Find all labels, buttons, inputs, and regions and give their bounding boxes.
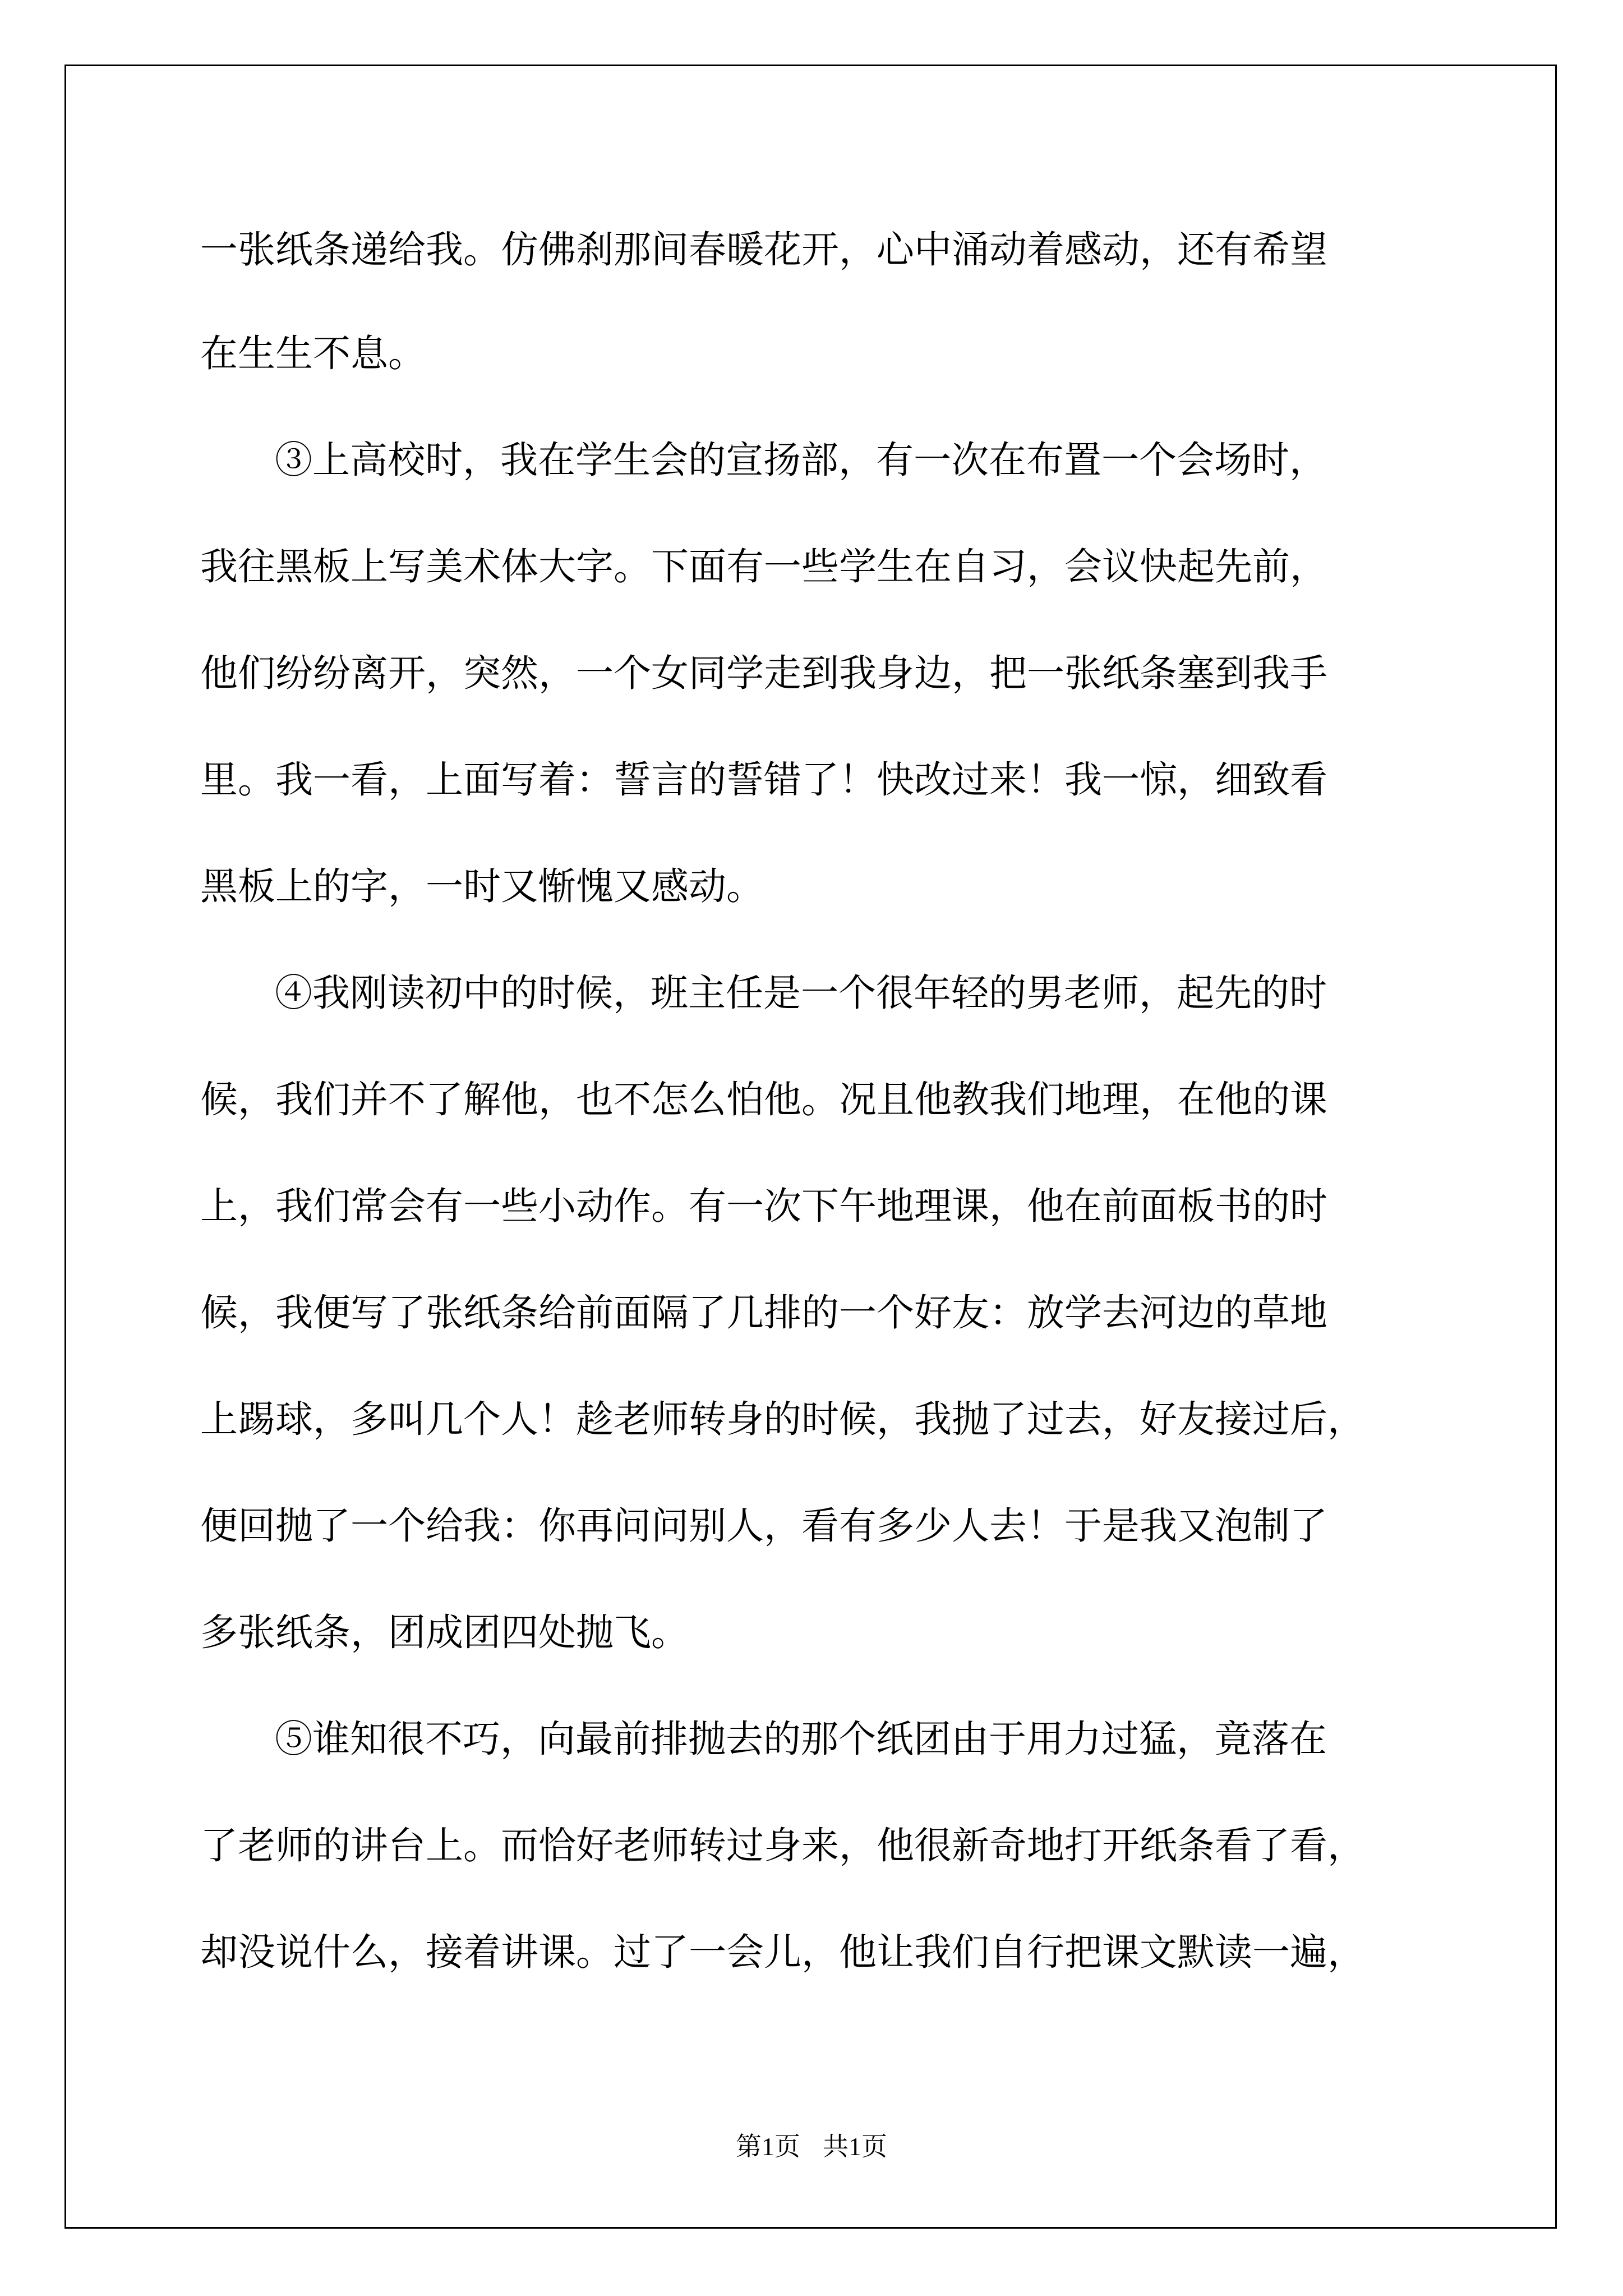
- text-line: 他们纷纷离开，突然，一个女同学走到我身边，把一张纸条塞到我手: [200, 651, 1327, 695]
- text-line: 多张纸条，团成团四处抛飞。: [200, 1611, 689, 1654]
- text-line: 里。我一看，上面写着：誓言的誓错了！快改过来！我一惊，细致看: [200, 758, 1327, 802]
- text-line: 我往黑板上写美术体大字。下面有一些学生在自习，会议快起先前，: [200, 545, 1327, 588]
- text-line: 便回抛了一个给我：你再问问别人，看有多少人去！于是我又泡制了: [200, 1504, 1327, 1548]
- page-border: [64, 65, 1557, 2229]
- page-footer: [0, 2126, 1623, 2163]
- text-line: 在生生不息。: [200, 332, 426, 375]
- paragraph-5-start: ⑤谁知很不巧，向最前排抛去的那个纸团由于用力过猛，竟落在: [275, 1717, 1327, 1761]
- page-number: 第1页: [736, 2132, 800, 2161]
- paragraph-4-start: ④我刚读初中的时候，班主任是一个很年轻的男老师，起先的时: [275, 971, 1327, 1015]
- page-total: 共1页: [823, 2132, 887, 2161]
- text-line: 黑板上的字，一时又惭愧又感动。: [200, 864, 764, 908]
- text-line: 上踢球，多叫几个人！趁老师转身的时候，我抛了过去，好友接过后，: [200, 1397, 1365, 1441]
- text-line: 上，我们常会有一些小动作。有一次下午地理课，他在前面板书的时: [200, 1184, 1327, 1228]
- text-line: 了老师的讲台上。而恰好老师转过身来，他很新奇地打开纸条看了看，: [200, 1824, 1365, 1867]
- text-line: 候，我们并不了解他，也不怎么怕他。况且他教我们地理，在他的课: [200, 1078, 1327, 1121]
- paragraph-3-start: ③上高校时，我在学生会的宣扬部，有一次在布置一个会场时，: [275, 438, 1327, 482]
- text-line: 候，我便写了张纸条给前面隔了几排的一个好友：放学去河边的草地: [200, 1291, 1327, 1335]
- text-line: 却没说什么，接着讲课。过了一会儿，他让我们自行把课文默读一遍，: [200, 1930, 1365, 1974]
- text-line: 一张纸条递给我。仿佛刹那间春暖花开，心中涌动着感动，还有希望: [200, 228, 1327, 272]
